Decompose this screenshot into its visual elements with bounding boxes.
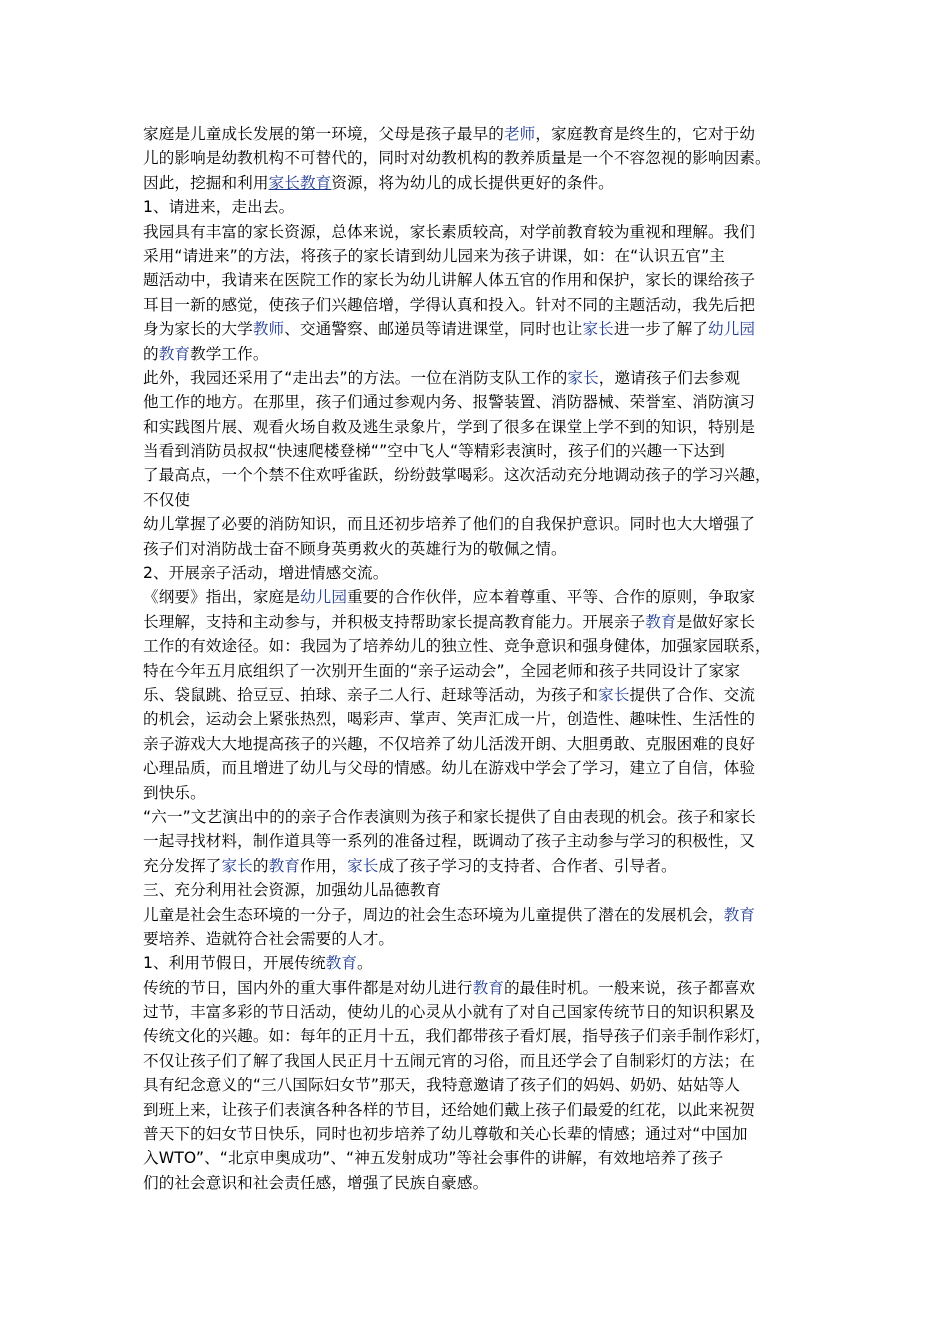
text-segment: 此外，我园还采用了“走出去”的方法。一位在消防支队工作的: [143, 368, 568, 387]
text-line: [143, 854, 810, 878]
text-segment: 普天下的妇女节日快乐，同时也初步培养了幼儿尊敬和关心长辈的情感；通过对“中国加: [143, 1125, 748, 1144]
document-body: [143, 122, 810, 1195]
keyword-text: 家长: [567, 368, 599, 387]
text-segment: 耳目一新的感觉，使孩子们兴趣倍增，学得认真和投入。针对不同的主题活动，我先后把: [143, 295, 756, 314]
text-segment: 。: [357, 954, 373, 973]
text-line: [143, 390, 810, 414]
text-line: [143, 829, 810, 853]
text-line: [143, 415, 810, 439]
text-segment: “六一”文艺演出中的的亲子合作表演则为孩子和家长提供了自由表现的机会。孩子和家长: [143, 807, 756, 826]
text-segment: 题活动中，我请来在医院工作的家长为幼儿讲解人体五官的作用和保护，家长的课给孩子: [143, 271, 756, 290]
hyperlink[interactable]: 家长教育: [268, 173, 332, 192]
text-line: [143, 512, 810, 536]
keyword-text: 家长: [582, 320, 614, 339]
text-line: [143, 707, 810, 731]
text-line: [143, 220, 810, 244]
text-line: [143, 585, 810, 609]
text-line: [143, 1146, 810, 1170]
text-segment: 乐、袋鼠跳、拾豆豆、拍球、亲子二人行、赶球等活动，为孩子和: [143, 685, 599, 704]
text-line: [143, 244, 810, 268]
text-line: [143, 878, 810, 902]
text-segment: 2、开展亲子活动，增进情感交流。: [143, 564, 389, 583]
text-line: [143, 488, 810, 512]
text-segment: 的机会，运动会上紧张热烈，喝彩声、掌声、笑声汇成一片，创造性、趣味性、生活性的: [143, 710, 756, 729]
text-segment: 过节，丰富多彩的节日活动，使幼儿的心灵从小就有了对自己国家传统节日的知识积累及: [143, 1003, 756, 1022]
text-segment: 作用，: [299, 856, 348, 875]
text-segment: 《纲要》指出，家庭是: [143, 588, 300, 607]
text-segment: 一起寻找材料，制作道具等一系列的准备过程，既调动了孩子主动参与学习的积极性，又: [143, 832, 756, 851]
text-segment: 的: [143, 344, 159, 363]
text-line: [143, 659, 810, 683]
text-segment: 我园具有丰富的家长资源，总体来说，家长素质较高，对学前教育较为重视和理解。我们: [143, 222, 756, 241]
text-line: [143, 927, 810, 951]
text-segment: 儿童是社会生态环境的一分子，周边的社会生态环境为儿童提供了潜在的发展机会，: [143, 905, 724, 924]
text-line: [143, 439, 810, 463]
text-segment: 、交通警察、邮递员等请进课堂，同时也让: [284, 320, 583, 339]
keyword-text: 教育: [645, 612, 677, 631]
text-segment: 是做好家长: [676, 612, 756, 631]
text-segment: 传统文化的兴趣。如：每年的正月十五，我们都带孩子看灯展，指导孩子们亲手制作彩灯，: [143, 1027, 771, 1046]
text-line: [143, 1049, 810, 1073]
text-line: [143, 976, 810, 1000]
keyword-text: 老师: [503, 125, 536, 143]
text-segment: 的最佳时机。一般来说，孩子都喜欢: [503, 978, 756, 997]
text-segment: 当看到消防员叔叔“快速爬楼登梯“”空中飞人“等精彩表演时，孩子们的兴趣一下达到: [143, 442, 725, 461]
text-segment: 他工作的地方。在那里，孩子们通过参观内务、报警装置、消防器械、荣誉室、消防演习: [143, 393, 756, 412]
text-segment: 工作的有效途径。如：我园为了培养幼儿的独立性、竞争意识和强身健体，加强家园联系，: [143, 637, 771, 656]
text-line: [143, 342, 810, 366]
text-segment: 1、请进来，走出去。: [143, 198, 295, 217]
text-line: [143, 634, 810, 658]
keyword-text: 教育: [158, 344, 191, 363]
keyword-text: 家长: [598, 685, 630, 704]
text-segment: 和实践图片展、观看火场自救及逃生录象片，学到了很多在课堂上学不到的知识，特别是: [143, 417, 756, 436]
text-segment: 孩子们对消防战士奋不顾身英勇救火的英雄行为的敬佩之情。: [143, 539, 567, 558]
text-segment: 因此，挖掘和利用: [143, 173, 269, 192]
text-segment: 教学工作。: [190, 344, 269, 363]
text-line: [143, 1122, 810, 1146]
text-segment: 资源，将为幼儿的成长提供更好的条件。: [331, 173, 614, 192]
text-line: [143, 1171, 810, 1195]
text-segment: 要培养、造就符合社会需要的人才。: [143, 929, 395, 948]
text-line: [143, 781, 810, 805]
keyword-text: 幼儿园: [708, 320, 756, 339]
text-segment: 亲子游戏大大地提高孩子的兴趣，不仅培养了幼儿活泼开朗、大胆勇敢、克服困难的良好: [143, 734, 756, 753]
text-line: [143, 1024, 810, 1048]
keyword-text: 幼儿园: [299, 588, 348, 607]
text-segment: 的: [252, 856, 269, 875]
text-line: [143, 1098, 810, 1122]
text-line: [143, 805, 810, 829]
text-segment: 1、利用节假日，开展传统: [143, 954, 326, 973]
text-line: [143, 317, 810, 341]
text-segment: 到班上来，让孩子们表演各种各样的节目，还给她们戴上孩子们最爱的红花，以此来祝贺: [143, 1100, 756, 1119]
text-segment: 进一步了解了: [613, 320, 708, 339]
keyword-text: 教育: [268, 856, 300, 875]
text-line: [143, 122, 810, 146]
text-line: [143, 293, 810, 317]
text-line: [143, 951, 810, 975]
text-segment: ，邀请孩子们去参观: [598, 368, 741, 387]
text-line: [143, 195, 810, 219]
text-segment: 传统的节日，国内外的重大事件都是对幼儿进行: [143, 978, 473, 997]
text-line: [143, 683, 810, 707]
text-line: [143, 1073, 810, 1097]
text-segment: 儿的影响是幼教机构不可替代的，同时对幼教机构的教养质量是一个不容忽视的影响因素。: [143, 149, 771, 168]
text-line: [143, 268, 810, 292]
text-line: [143, 366, 810, 390]
text-line: [143, 756, 810, 780]
keyword-text: 教师: [252, 320, 285, 339]
text-line: [143, 610, 810, 634]
text-segment: 心理品质，而且增进了幼儿与父母的情感。幼儿在游戏中学会了学习，建立了自信，体验: [143, 759, 756, 778]
text-segment: 特在今年五月底组织了一次别开生面的“亲子运动会”，全园老师和孩子共同设计了家家: [143, 661, 741, 680]
text-segment: 家庭是儿童成长发展的第一环境，父母是孩子最早的: [143, 125, 504, 143]
keyword-text: 教育: [723, 905, 756, 924]
text-line: [143, 146, 810, 170]
text-segment: ，家庭教育是终生的，它对于幼: [535, 125, 756, 143]
text-segment: 身为家长的大学: [143, 320, 253, 339]
keyword-text: 教育: [325, 954, 358, 973]
keyword-text: 家长: [221, 856, 253, 875]
keyword-text: 家长: [347, 856, 379, 875]
text-segment: 到快乐。: [143, 783, 206, 802]
text-line: [143, 732, 810, 756]
text-segment: 们的社会意识和社会责任感，增强了民族自豪感。: [143, 1173, 489, 1192]
text-segment: 不仅使: [143, 490, 191, 509]
text-segment: 具有纪念意义的“三八国际妇女节”那天，我特意邀请了孩子们的妈妈、奶奶、姑姑等人: [143, 1076, 741, 1095]
text-segment: 成了孩子学习的支持者、合作者、引导者。: [378, 856, 677, 875]
text-segment: 不仅让孩子们了解了我国人民正月十五闹元宵的习俗，而且还学会了自制彩灯的方法；在: [143, 1051, 756, 1070]
text-segment: 重要的合作伙伴，应本着尊重、平等、合作的原则，争取家: [347, 588, 756, 607]
text-line: [143, 1000, 810, 1024]
text-line: [143, 537, 810, 561]
keyword-text: 教育: [472, 978, 504, 997]
text-segment: 充分发挥了: [143, 856, 222, 875]
text-segment: 长理解，支持和主动参与，并积极支持帮助家长提高教育能力。开展亲子: [143, 612, 646, 631]
text-line: [143, 463, 810, 487]
text-segment: 采用“请进来”的方法，将孩子的家长请到幼儿园来为孩子讲课，如：在“认识五官”主: [143, 246, 725, 265]
text-line: [143, 561, 810, 585]
text-segment: 幼儿掌握了必要的消防知识，而且还初步培养了他们的自我保护意识。同时也大大增强了: [143, 515, 756, 534]
text-segment: 三、充分利用社会资源，加强幼儿品德教育: [143, 881, 442, 900]
text-line: [143, 903, 810, 927]
text-segment: 了最高点，一个个禁不住欢呼雀跃，纷纷鼓掌喝彩。这次活动充分地调动孩子的学习兴趣，: [143, 466, 771, 485]
text-line: [143, 171, 810, 195]
text-segment: 提供了合作、交流: [629, 685, 756, 704]
text-segment: 入WTO”、“北京申奥成功”、“神五发射成功”等社会事件的讲解，有效地培养了孩子: [143, 1149, 724, 1168]
